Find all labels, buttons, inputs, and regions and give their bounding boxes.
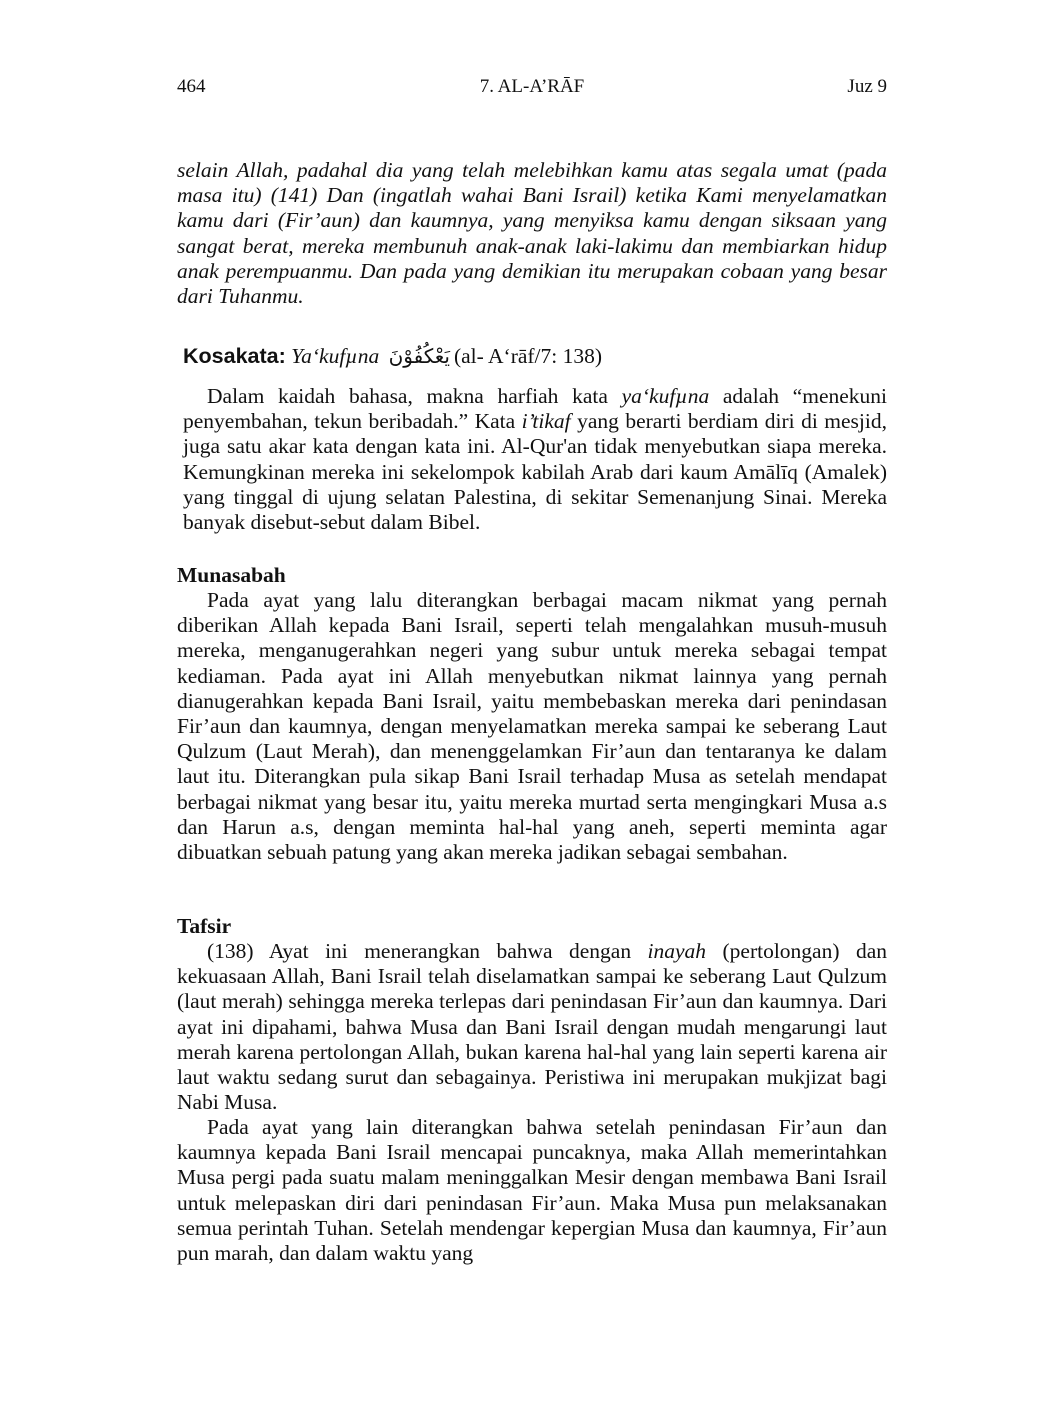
tafsir-p1-term: inayah (647, 939, 707, 963)
kaidah-term-1: ya‘kufµna (621, 384, 710, 408)
kaidah-text-3: yang berarti berdiam diri di mesjid, juga satu akar kata dengan kata ini. Al-Qur'an tidak menyebutkan siapa mereka. Kemungkinan mereka ini sekelompok kabilah Arab dari kaum Amālīq (Amalek) yang tinggal di ujung selatan Palestina, di sekitar Semenanjung Sinai. Mereka banyak disebut-sebut dalam Bibel. (183, 409, 887, 535)
kosakata-reference: (al- A‘rāf/7: 138) (453, 344, 603, 368)
kosakata-label: Kosakata: (183, 344, 286, 368)
page-header (177, 76, 887, 106)
chapter-title: 7. AL-A’RĀF (479, 76, 585, 97)
kosakata-term: Ya‘kufµna (291, 344, 380, 368)
kaidah-term-2: i’tikaf (521, 409, 571, 434)
translation-text: selain Allah, padahal dia yang telah melebihkan kamu atas segala umat (pada masa itu) (141) Dan (ingatlah wahai Bani Israil) ketika Kami menyelamatkan kamu dari (Fir’aun) dan kaumnya, yang menyiksa kamu dengan siksaan yang sangat berat, mereka membunuh anak-anak laki-lakimu dan membiarkan hidup anak perempuanmu. Dan pada yang demikian itu merupakan cobaan yang besar dari Tuhanmu. (177, 158, 887, 309)
munasabah-heading: Munasabah (177, 563, 286, 587)
kaidah-text-1: Dalam kaidah bahasa, makna harfiah kata (207, 384, 622, 408)
tafsir-paragraph-2: Pada ayat yang lain diterangkan bahwa setelah penindasan Fir’aun dan kaumnya kepada Bani Israil mencapai puncaknya, maka Allah memerintahkan Musa pergi pada suatu malam meninggalkan Mesir dengan membawa Bani Israil untuk melepaskan diri dari penindasan Fir’aun. Maka Musa pun melaksanakan semua perintah Tuhan. Setelah mendengar kepergian Musa dan kaumnya, Fir’aun pun marah, dan dalam waktu yang (177, 1115, 887, 1266)
munasabah-text: Pada ayat yang lalu diterangkan berbagai macam nikmat yang pernah diberikan Allah kepada Bani Israil, seperti telah mengalahkan musuh-musuh mereka, menganugerahkan negeri yang subur untuk mereka sebagai tempat kediaman. Pada ayat ini Allah menyebutkan nikmat lainnya yang pernah dianugerahkan kepada Bani Israil, yaitu membebaskan mereka dari penindasan Fir’aun dan kaumnya, dengan menyelamatkan mereka sampai ke seberang Laut Qulzum (Laut Merah), dan menenggelamkan Fir’aun dan tentaranya ke dalam laut itu. Diterangkan pula sikap Bani Israil terhadap Musa as setelah mendapat berbagai nikmat yang besar itu, yaitu mereka murtad serta mengingkari Musa a.s dan Harun a.s, dengan meminta hal-hal yang aneh, seperti meminta agar dibuatkan sebuah patung yang akan mereka jadikan sebagai sembahan. (177, 588, 887, 865)
tafsir-heading: Tafsir (177, 914, 232, 938)
juz-label: Juz 9 (847, 76, 887, 97)
kosakata-arabic: يَعْكُفُوْنَ (388, 344, 450, 368)
kaidah-text-2: adalah “menekuni penyembahan, tekun beribadah.” Kata (183, 384, 887, 434)
kosakata-explanation (183, 384, 887, 535)
page-number: 464 (177, 76, 206, 97)
kosakata-line (183, 342, 887, 370)
tafsir-p1-text-1: (138) Ayat ini menerangkan bahwa dengan (207, 939, 648, 963)
tafsir-paragraph-1 (177, 939, 887, 1115)
tafsir-p1-text-2: (pertolongan) dan kekuasaan Allah, Bani Israil telah diselamatkan sampai ke seberang Laut Qulzum (laut merah) sehingga mereka terlepas dari penindasan Fir’aun dan kaumnya. Dari ayat ini dipahami, bahwa Musa dan Bani Israil dengan mudah mengarungi laut merah karena pertolongan Allah, bukan karena hal-hal yang lain seperti karena air laut waktu sedang surut dan sebagainya. Peristiwa ini merupakan mukjizat bagi Nabi Musa. (177, 939, 887, 1115)
